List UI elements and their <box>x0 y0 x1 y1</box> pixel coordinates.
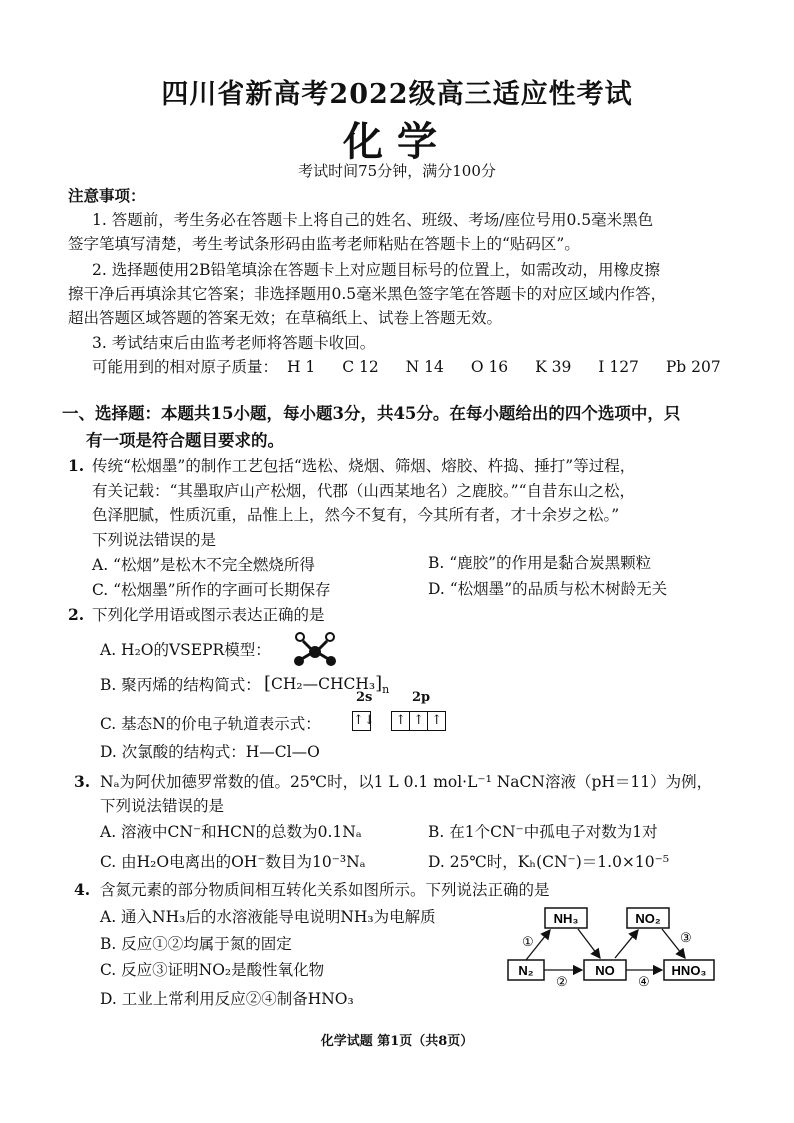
q2-option-a: A. H₂O的VSEPR模型： <box>100 641 271 659</box>
node-n2: N₂ <box>518 963 534 978</box>
atomic-mass: C 12 <box>342 358 379 376</box>
q4-option-b: B. 反应①②均属于氮的固定 <box>100 935 292 953</box>
q4-number: 4. <box>74 880 91 899</box>
q4-stem: 含氮元素的部分物质间相互转化关系如图所示。下列说法正确的是 <box>100 881 550 899</box>
section-heading-cont: 有一项是符合题目要求的。 <box>86 431 284 450</box>
label-3: ③ <box>680 930 692 945</box>
atomic-mass: H 1 <box>286 358 316 376</box>
time-info: 考试时间75分钟，满分100分 <box>298 162 496 180</box>
polymer-formula: CH₂—CHCH₃ <box>271 675 376 693</box>
q4-option-a: A. 通入NH₃后的水溶液能导电说明NH₃为电解质 <box>100 908 436 926</box>
q3-option-c: C. 由H₂O电离出的OH⁻数目为10⁻³Nₐ <box>100 853 366 871</box>
note-line: 擦干净后再填涂其它答案；非选择题用0.5毫米黑色签字笔在答题卡的对应区域内作答， <box>68 285 667 303</box>
orbital-box-2s: ↑↓ <box>352 711 371 731</box>
arrow-no-no2 <box>615 930 638 958</box>
q1-stem-line: 有关记载：“其墨取庐山产松烟，代郡（山西某地名）之鹿胶。”“自昔东山之松， <box>92 482 636 500</box>
orbital-box-2p: ↑ <box>410 711 428 731</box>
atomic-mass: I 127 <box>598 358 639 376</box>
arrow-nh3-no <box>578 929 600 958</box>
node-hno3: HNO₃ <box>671 963 707 978</box>
q2-number: 2. <box>68 605 85 624</box>
note-line: 2. 选择题使用2B铅笔填涂在答题卡上对应题目标号的位置上，如需改动，用橡皮擦 <box>92 261 660 279</box>
q3-option-d: D. 25℃时，Kₕ(CN⁻)＝1.0×10⁻⁵ <box>428 853 670 871</box>
q3-stem: 下列说法错误的是 <box>100 797 225 815</box>
q4-option-d: D. 工业上常利用反应②④制备HNO₃ <box>100 990 354 1008</box>
q3-option-b: B. 在1个CN⁻中孤电子对数为1对 <box>428 823 658 841</box>
notes-heading: 注意事项： <box>68 186 146 205</box>
node-nh3: NH₃ <box>553 911 579 926</box>
exam-title: 四川省新高考2022级高三适应性考试 <box>161 79 633 110</box>
atomic-mass: K 39 <box>535 358 572 376</box>
q1-option-a: A. “松烟”是松木不完全燃烧所得 <box>92 556 315 574</box>
nitrogen-conversion-diagram <box>500 900 730 988</box>
q1-option-c: C. “松烟墨”所作的字画可长期保存 <box>92 581 331 599</box>
label-1: ① <box>522 934 534 949</box>
orbital-diagram <box>352 710 446 731</box>
q3-number: 3. <box>74 772 91 791</box>
note-line: 3. 考试结束后由监考老师将答题卡收回。 <box>92 334 376 352</box>
orbital-box-2p: ↑ <box>391 711 410 731</box>
orbital-2s-label: 2s <box>356 690 373 705</box>
q1-stem-line: 传统“松烟墨”的制作工艺包括“选松、烧烟、筛烟、熔胶、杵捣、捶打”等过程， <box>92 457 636 475</box>
polymer-n: n <box>382 683 390 697</box>
q1-stem-line: 色泽肥腻，性质沉重，品惟上上，然今不复有，今其所有者，才十余岁之松。” <box>92 506 620 524</box>
vsepr-model-icon <box>290 628 340 666</box>
q3-stem: Nₐ为阿伏加德罗常数的值。25℃时，以1 L 0.1 mol·L⁻¹ NaCN溶液（pH＝11）为例， <box>100 773 713 791</box>
q1-stem-line: 下列说法错误的是 <box>92 531 217 549</box>
q1-number: 1. <box>68 456 85 475</box>
atomic-mass: Pb 207 <box>665 358 721 376</box>
q4-option-c: C. 反应③证明NO₂是酸性氧化物 <box>100 961 325 979</box>
q2-stem: 下列化学用语或图示表达正确的是 <box>92 606 325 624</box>
q2-option-c: C. 基态N的价电子轨道表示式： <box>100 715 321 733</box>
q2-option-d: D. 次氯酸的结构式：H—Cl—O <box>100 743 320 761</box>
node-no: NO <box>595 963 615 978</box>
note-line: 签字笔填写清楚，考生考试条形码由监考老师粘贴在答题卡上的“贴码区”。 <box>68 235 580 253</box>
label-2: ② <box>556 974 568 988</box>
note-line: 超出答题区域答题的答案无效；在草稿纸上、试卷上答题无效。 <box>68 309 503 327</box>
atomic-mass: O 16 <box>470 358 509 376</box>
orbital-box-2p: ↑ <box>428 711 446 731</box>
q3-option-a: A. 溶液中CN⁻和HCN的总数为0.1Nₐ <box>100 823 362 841</box>
atomic-mass-line <box>92 355 721 379</box>
page-footer: 化学试题 第1页（共8页） <box>320 1034 474 1049</box>
atomic-mass-label: 可能用到的相对原子质量： <box>92 358 279 376</box>
section-heading: 一、选择题：本题共15小题，每小题3分，共45分。在每小题给出的四个选项中，只 <box>62 404 681 423</box>
node-no2: NO₂ <box>635 911 661 926</box>
q1-option-b: B. “鹿胶”的作用是黏合炭黑颗粒 <box>428 554 652 572</box>
q2-option-b: B. 聚丙烯的结构简式： <box>100 676 261 694</box>
polypropylene-formula: $[CH_2—CHCH_3]_n$ <box>264 673 390 697</box>
note-line: 1. 答题前，考生务必在答题卡上将自己的姓名、班级、考场/座位号用0.5毫米黑色 <box>92 211 654 229</box>
subject-title: 化学 <box>343 118 451 165</box>
orbital-2p-label: 2p <box>412 690 431 705</box>
label-4: ④ <box>638 974 650 988</box>
q1-option-d: D. “松烟墨”的品质与松木树龄无关 <box>428 580 668 598</box>
atomic-mass: N 14 <box>405 358 444 376</box>
